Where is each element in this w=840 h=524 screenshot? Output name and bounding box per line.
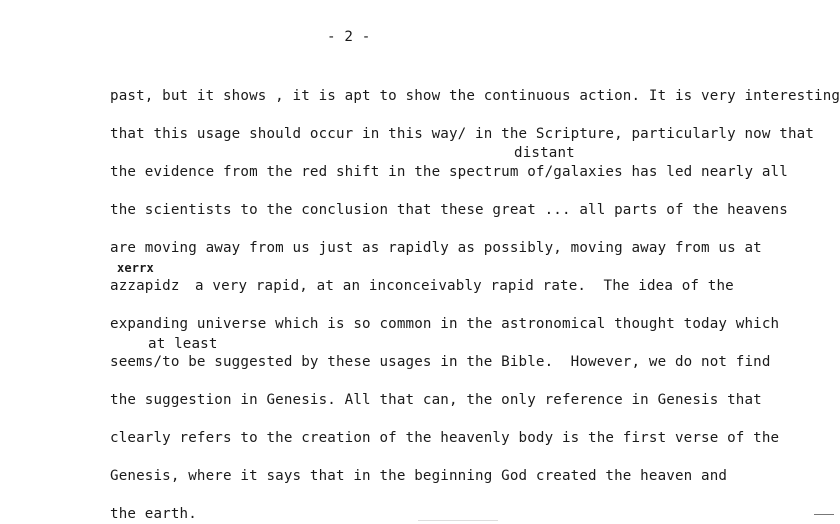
- body-line: Genesis, where it says that in the beginning God created the heaven and: [110, 468, 728, 484]
- interlinear-insertion: at least: [148, 336, 218, 352]
- bleed-through-mark: [418, 520, 498, 521]
- body-line: the evidence from the red shift in the spectrum of/galaxies has led nearly all: [110, 164, 788, 180]
- body-line: a very rapid, at an inconceivably rapid rate. The idea of the: [195, 278, 734, 294]
- body-line: that this usage should occur in this way/ in the Scripture, particularly now that: [110, 126, 815, 142]
- interlinear-insertion: distant: [514, 145, 575, 161]
- body-line: clearly refers to the creation of the heavenly body is the first verse of the: [110, 430, 780, 446]
- page-number: - 2 -: [327, 29, 371, 45]
- body-line: are moving away from us just as rapidly as possibly, moving away from us at: [110, 240, 762, 256]
- body-line: the suggestion in Genesis. All that can, the only reference in Genesis that: [110, 392, 762, 408]
- body-line: expanding universe which is so common in the astronomical thought today which: [110, 316, 780, 332]
- margin-mark: [814, 514, 834, 515]
- body-line: seems/to be suggested by these usages in the Bible. However, we do not find: [110, 354, 771, 370]
- body-line: the earth.: [110, 506, 197, 522]
- body-line: the scientists to the conclusion that these great ... all parts of the heavens: [110, 202, 788, 218]
- body-line: past, but it shows , it is apt to show the continuous action. It is very interesting: [110, 88, 840, 104]
- struck-out-text: azzapidz: [110, 278, 180, 294]
- struck-out-text: xerrx: [117, 261, 154, 275]
